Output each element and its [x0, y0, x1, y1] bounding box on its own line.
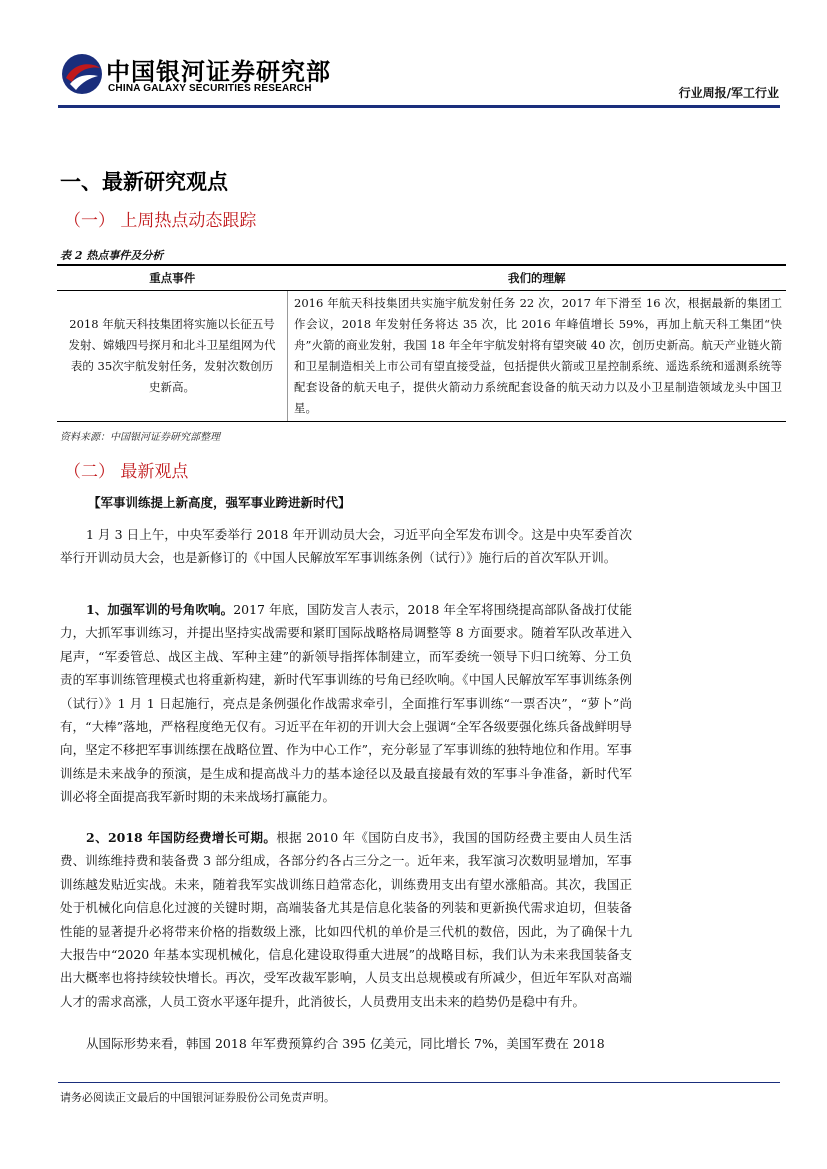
- paragraph-training: [60, 598, 632, 809]
- table-header-analysis: 我们的理解: [288, 265, 787, 291]
- paragraph-intro: 1 月 3 日上午，中央军委举行 2018 年开训动员大会，习近平向全军发布训令。这是中央军委首次举行开训动员大会，也是新修订的《中国人民解放军军事训练条例（试行）》施行后的首次军队开训。: [60, 527, 632, 566]
- subsection-title-hot-events: （一） 上周热点动态跟踪: [64, 211, 257, 231]
- paragraph-body: 根据 2010 年《国防白皮书》，我国的国防经费主要由人员生活费、训练维持费和装备费 3 部分组成，各部分约各占三分之一。近年来，我军演习次数明显增加，军事训练越发贴近实战。未来，随着我军实战训练日趋常态化，训练费用支出有望水涨船高。其次，我国正处于机械化向信息化过渡的关键时期，高端装备尤其是信息化装备的列装和更新换代需求迫切，但装备性能的显著提升必将带来价格的指数级上涨，比如四代机的单价是三代机的数倍，因此，为了确保十九大报告中“2020 年基本实现机械化，信息化建设取得重大进展”的战略目标，我们认为未来我国装备支出大概率也将持续较快增长。再次，受军改裁军影响，人员支出总规模或有所减少，但近年军队对高端人才的需求高涨，人员工资水平逐年提升，此消彼长，人员费用支出未来的趋势仍是稳中有升。: [60, 830, 633, 1009]
- hot-events-table: [57, 264, 786, 422]
- paragraph-lead: 2、2018 年国防经费增长可期。: [86, 830, 277, 845]
- table-caption: 表 2 热点事件及分析: [60, 249, 164, 262]
- subsection-title-latest-views: （二） 最新观点: [64, 462, 189, 482]
- table-cell-event: 2018 年航天科技集团将实施以长征五号发射、嫦娥四号探月和北斗卫星组网为代表的 35次宇航发射任务，发射次数创历史新高。: [57, 291, 288, 422]
- header-divider: [58, 105, 780, 108]
- brand-name-en: CHINA GALAXY SECURITIES RESEARCH: [108, 83, 312, 94]
- disclaimer-note: 请务必阅读正文最后的中国银河证券股份公司免责声明。: [60, 1091, 335, 1104]
- table-header-row: [57, 265, 786, 291]
- topic-heading: 【军事训练提上新高度，强军事业跨进新时代】: [88, 495, 351, 510]
- table-source: 资料来源：中国银河证券研究部整理: [60, 432, 220, 443]
- report-category: 行业周报/军工行业: [678, 86, 779, 100]
- table-header-event: 重点事件: [57, 265, 288, 291]
- table-cell-analysis: 2016 年航天科技集团共实施宇航发射任务 22 次，2017 年下滑至 16 次，根据最新的集团工作会议，2018 年发射任务将达 35 次，比 2016 年峰值增长 59%，再加上航天科工集团“快舟”火箭的商业发射，我国 18 年全年宇航发射将有望突破 40 次，创历史新高。航天产业链火箭和卫星制造相关上市公司有望直接受益，包括提供火箭或卫星控制系统、遥选系统和遥测系统等配套设备的航天电子，提供火箭动力系统配套设备的航天动力以及小卫星制造领域龙头中国卫星。: [288, 291, 787, 422]
- paragraph-budget: [60, 826, 632, 1013]
- galaxy-logo-icon: [60, 52, 104, 96]
- brand-name-cn: 中国银河证券研究部: [106, 58, 331, 86]
- paragraph-international: 从国际形势来看，韩国 2018 年军费预算约合 395 亿美元，同比增长 7%，美国军费在 2018: [86, 1036, 605, 1051]
- paragraph-lead: 1、加强军训的号角吹响。: [86, 602, 234, 617]
- paragraph-body: 2017 年底，国防发言人表示，2018 年全军将围绕提高部队备战打仗能力，大抓军事训练习，并提出坚持实战需要和紧盯国际战略格局调整等 8 方面要求。随着军队改革进入尾声，“军委管总、战区主战、军种主建”的新领导指挥体制建立，而军委统一领导下归口统筹、分工负责的军事训练管理模式也将重新构建，新时代军事训练的号角已经吹响。《中国人民解放军军事训练条例（试行）》1 月 1 日起施行，亮点是条例强化作战需求牵引，全面推行军事训练“一票否决”，“萝卜”尚有，“大棒”落地，严格程度绝无仅有。习近平在年初的开训大会上强调“全军各级要强化练兵备战鲜明导向，坚定不移把军事训练摆在战略位置、作为中心工作”，充分彰显了军事训练的独特地位和作用。军事训练是未来战争的预演，是生成和提高战斗力的基本途径以及最直接最有效的军事斗争准备，新时代军训必将全面提高我军新时期的未来战场打赢能力。: [60, 602, 633, 805]
- table-row: [57, 291, 786, 422]
- section-title: 一、最新研究观点: [60, 170, 228, 194]
- footer-divider: [58, 1082, 780, 1083]
